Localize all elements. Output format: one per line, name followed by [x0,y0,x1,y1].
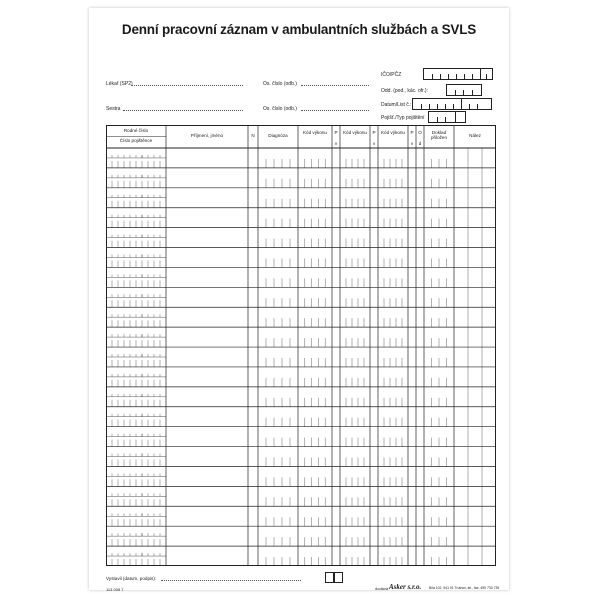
col-p-2: P [372,130,376,135]
dept-box[interactable] [446,84,482,96]
col-p-1: P [334,130,338,135]
form-sheet [89,8,509,590]
col-birth-number: Rodné číslo [123,128,149,133]
col-code-1: Kód výkonu [302,130,327,135]
person-number-field-1[interactable] [301,85,369,86]
supplier-label: dodává [375,586,389,591]
table-grid [106,125,496,566]
col-insurance-number: Číslo pojištěnce [119,138,153,143]
form-title: Denní pracovní záznam v ambulantních službách a SVLS [121,22,477,37]
col-code-3: Kód výkonu [380,130,405,135]
col-v-2: v [372,141,376,146]
date-box[interactable] [412,98,492,110]
person-number-label-1: Os. číslo (odb.) [263,81,297,87]
col-d: d [418,141,422,146]
col-notes: Nález [469,133,481,138]
person-number-label-2: Os. číslo (odb.) [263,106,297,112]
checkbox-2[interactable] [334,572,343,583]
supplier-brand: Asker s.r.o. [389,583,422,591]
insurer-box[interactable] [428,111,466,123]
col-p-3: P [410,130,414,135]
nurse-field[interactable] [123,110,243,111]
ico-box[interactable] [423,68,493,80]
col-v-1: v [334,141,338,146]
col-diagnosis: Diagnóza [268,133,288,138]
issued-by-label: Vystavil (datum, podpis): [106,576,157,581]
checkbox-1[interactable] [325,572,334,583]
form-code: 113 005 7 [106,587,124,592]
person-number-field-2[interactable] [301,110,369,111]
col-n: N [251,133,255,138]
col-o: O [418,130,422,135]
col-v-3: v [410,141,414,146]
ico-label: IČO/PČZ [381,72,402,78]
supplier-address: Bílá 102, 541 01 Trutnov, tel., fax: 499 733 739 [429,586,500,590]
insurer-label: Pojišť./Typ pojištění [381,115,425,121]
doctor-field[interactable] [131,85,243,86]
dept-label: Odd. (pod., kác. ofr.): [381,88,428,94]
col-code-2: Kód výkonu [342,130,367,135]
issued-by-field[interactable] [161,580,301,581]
records-table [106,125,496,566]
col-document: Doklad přiložen [430,130,448,141]
col-surname: Příjmení, jméno [190,133,224,138]
nurse-label: Sestra [106,106,121,112]
date-label: Datum/List č.: [381,102,412,108]
doctor-label: Lékař (SP2) [106,81,133,87]
